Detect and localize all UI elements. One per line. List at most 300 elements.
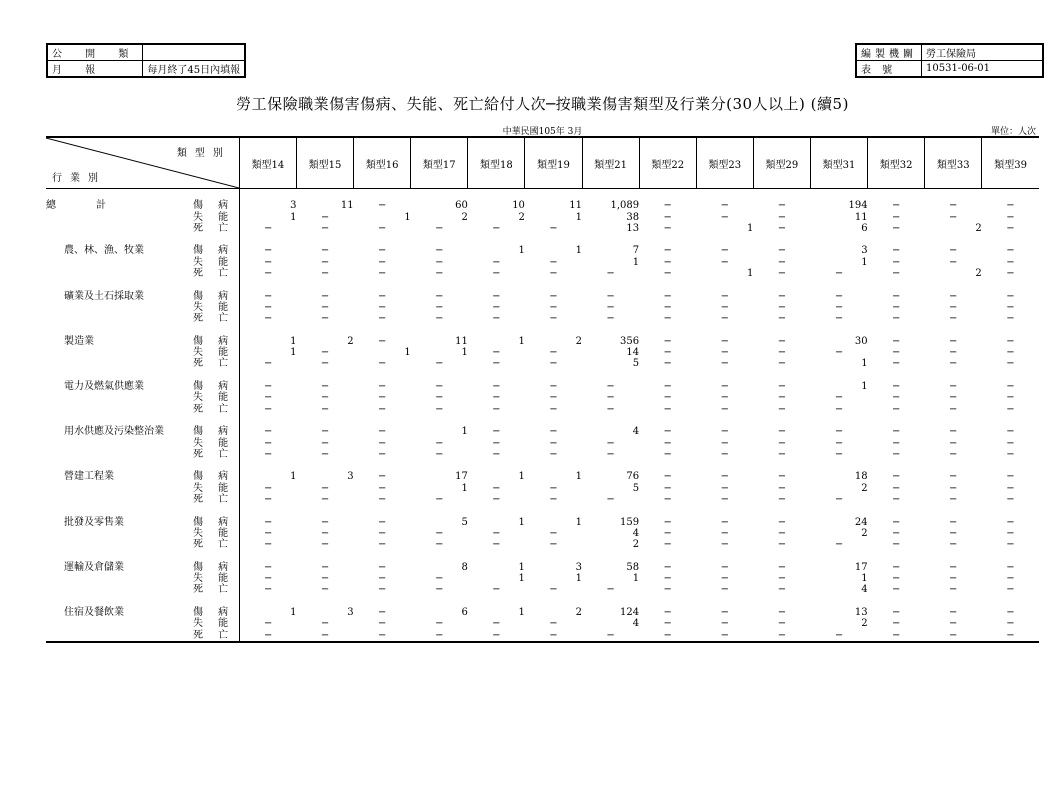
table-cell: −: [720, 606, 729, 618]
table-cell: 1: [290, 335, 297, 347]
table-cell: 1: [290, 211, 297, 223]
table-cell: −: [263, 448, 273, 460]
table-cell: −: [663, 618, 672, 630]
table-cell: −: [320, 313, 330, 325]
table-cell: −: [777, 200, 787, 212]
table-cell: 1: [518, 606, 525, 618]
table-row: [46, 618, 1039, 629]
column-header: 類型32: [868, 137, 925, 189]
table-cell: −: [949, 471, 958, 483]
table-cell: −: [663, 561, 672, 573]
industry-name-empty: [46, 528, 188, 539]
industry-name-empty: [46, 268, 188, 279]
table-row: [46, 584, 1039, 595]
table-cell: 30: [854, 335, 868, 347]
table-cell: −: [949, 516, 958, 528]
table-cell: −: [606, 448, 615, 460]
corner-header: [46, 137, 239, 189]
table-cell: −: [949, 482, 958, 494]
table-cell: −: [320, 482, 330, 494]
spacer-row: [46, 596, 1039, 607]
table-cell: −: [949, 527, 958, 539]
table-cell: 10: [512, 200, 525, 212]
table-cell: −: [606, 313, 615, 325]
table-cell: −: [320, 245, 330, 257]
table-cell: −: [1006, 426, 1015, 438]
table-cell: −: [263, 256, 273, 268]
table-cell: −: [435, 573, 444, 585]
table-cell: −: [663, 256, 672, 268]
table-cell: 13: [854, 606, 868, 618]
table-cell: −: [320, 527, 330, 539]
table-cell: −: [1006, 211, 1015, 223]
table-cell: −: [777, 437, 787, 449]
table-cell: −: [377, 256, 387, 268]
table-cell: −: [777, 539, 787, 551]
table-cell: −: [1006, 301, 1015, 313]
table-cell: −: [720, 471, 729, 483]
table-cell: −: [834, 426, 844, 438]
table-cell: −: [777, 222, 787, 234]
table-cell: −: [663, 573, 672, 585]
table-cell: −: [263, 358, 273, 370]
industry-name: 總 計: [46, 200, 106, 212]
table-row: [46, 517, 1039, 528]
benefit-type-label: 傷 病: [188, 607, 239, 618]
table-cell: −: [891, 245, 901, 257]
table-cell: −: [549, 313, 558, 325]
table-cell: 1: [861, 381, 868, 393]
table-cell: −: [720, 335, 729, 347]
table-cell: −: [891, 448, 901, 460]
table-cell: −: [891, 584, 901, 596]
table-cell: 3: [347, 471, 354, 483]
table-cell: −: [606, 392, 615, 404]
table-cell: 2: [861, 618, 868, 630]
spacer-row: [46, 370, 1039, 381]
benefit-type-label: 失 能: [188, 483, 239, 494]
table-cell: −: [606, 403, 615, 415]
table-cell: −: [549, 584, 558, 596]
table-row: [46, 392, 1039, 403]
table-cell: 4: [632, 618, 640, 630]
table-cell: −: [720, 516, 729, 528]
table-cell: −: [320, 290, 330, 302]
benefit-type-label: 失 能: [188, 573, 239, 584]
benefit-type-label: 傷 病: [188, 381, 239, 392]
table-cell: −: [891, 358, 901, 370]
table-cell: −: [777, 482, 787, 494]
table-cell: −: [549, 301, 558, 313]
table-cell: −: [1006, 618, 1015, 630]
table-row: [46, 494, 1039, 505]
table-row: [46, 302, 1039, 313]
table-cell: −: [263, 392, 273, 404]
table-cell: −: [606, 268, 615, 280]
table-cell: −: [1006, 268, 1015, 280]
table-row: [46, 381, 1039, 392]
table-cell: −: [320, 358, 330, 370]
table-cell: −: [492, 437, 501, 449]
table-cell: −: [663, 381, 672, 393]
table-cell: −: [1006, 539, 1015, 551]
header-agency-label: 編製機關: [856, 44, 922, 61]
table-cell: −: [663, 584, 672, 596]
table-cell: −: [320, 392, 330, 404]
table-cell: −: [720, 573, 729, 585]
table-cell: −: [377, 268, 387, 280]
table-cell: −: [891, 392, 901, 404]
column-header: 類型31: [810, 137, 867, 189]
table-cell: −: [606, 301, 615, 313]
table-cell: −: [663, 358, 672, 370]
table-cell: 24: [854, 516, 868, 528]
table-cell: −: [891, 437, 901, 449]
table-cell: 6: [861, 222, 868, 234]
table-cell: −: [949, 437, 958, 449]
table-cell: −: [435, 584, 444, 596]
table-cell: −: [777, 301, 787, 313]
table-cell: −: [492, 494, 501, 506]
corner-industry-label: 行業別: [52, 173, 106, 184]
table-cell: −: [549, 290, 558, 302]
table-cell: −: [663, 392, 672, 404]
table-cell: 11: [854, 211, 868, 223]
table-cell: 5: [461, 516, 468, 528]
table-cell: −: [377, 471, 387, 483]
table-row: [46, 573, 1039, 584]
column-header: 類型19: [525, 137, 582, 189]
table-cell: −: [263, 539, 273, 551]
table-cell: 13: [626, 222, 640, 234]
table-cell: 1: [746, 268, 754, 280]
table-cell: 2: [861, 527, 868, 539]
benefit-type-label: 死 亡: [188, 630, 239, 642]
table-cell: −: [891, 494, 901, 506]
table-cell: −: [891, 426, 901, 438]
table-cell: −: [263, 573, 273, 585]
table-cell: 5: [632, 358, 640, 370]
table-cell: −: [663, 527, 672, 539]
table-cell: −: [549, 381, 558, 393]
table-cell: −: [777, 268, 787, 280]
table-cell: 1: [290, 606, 297, 618]
industry-name-empty: [46, 313, 188, 324]
table-cell: −: [891, 573, 901, 585]
header-table-number-label: 表 號: [856, 61, 922, 78]
column-header: 類型17: [411, 137, 468, 189]
table-row: [46, 449, 1039, 460]
table-cell: −: [320, 516, 330, 528]
table-cell: −: [263, 561, 273, 573]
industry-name-empty: [46, 438, 188, 449]
table-cell: −: [777, 448, 787, 460]
table-cell: −: [663, 471, 672, 483]
table-cell: −: [663, 482, 672, 494]
table-cell: −: [606, 381, 615, 393]
table-cell: −: [777, 584, 787, 596]
table-cell: −: [320, 573, 330, 585]
table-cell: 2: [975, 268, 982, 280]
table-cell: 5: [632, 482, 640, 494]
table-cell: 1: [518, 516, 525, 528]
table-cell: 2: [518, 211, 525, 223]
table-row: [46, 630, 1039, 642]
table-cell: 1: [518, 573, 525, 585]
table-cell: 11: [340, 200, 354, 212]
table-cell: −: [377, 482, 387, 494]
table-cell: −: [1006, 437, 1015, 449]
table-row: [46, 426, 1039, 437]
industry-name-empty: [46, 483, 188, 494]
table-cell: −: [834, 494, 844, 506]
table-cell: −: [435, 437, 444, 449]
table-cell: −: [777, 211, 787, 223]
table-cell: −: [377, 245, 387, 257]
table-cell: −: [949, 290, 958, 302]
table-cell: 3: [347, 606, 354, 618]
table-cell: −: [720, 437, 729, 449]
table-cell: −: [549, 527, 558, 539]
table-cell: −: [1006, 347, 1015, 359]
table-cell: −: [377, 448, 387, 460]
table-cell: −: [320, 437, 330, 449]
table-cell: −: [320, 301, 330, 313]
table-cell: −: [377, 358, 387, 370]
table-cell: −: [1006, 629, 1015, 641]
table-cell: −: [834, 301, 844, 313]
table-cell: −: [263, 437, 273, 449]
table-cell: −: [263, 426, 273, 438]
table-cell: −: [263, 516, 273, 528]
table-cell: −: [777, 392, 787, 404]
table-cell: −: [377, 539, 387, 551]
table-cell: −: [435, 245, 444, 257]
table-cell: 1: [861, 573, 868, 585]
table-cell: −: [777, 347, 787, 359]
table-cell: −: [949, 573, 958, 585]
benefit-type-label: 死 亡: [188, 404, 239, 415]
industry-name-empty: [46, 302, 188, 313]
table-cell: −: [263, 313, 273, 325]
table-cell: −: [320, 381, 330, 393]
table-row: [46, 404, 1039, 415]
table-cell: −: [435, 256, 444, 268]
table-cell: −: [891, 200, 901, 212]
table-cell: −: [891, 301, 901, 313]
table-row: [46, 471, 1039, 482]
table-cell: −: [777, 471, 787, 483]
table-cell: −: [1006, 561, 1015, 573]
benefit-type-label: 失 能: [188, 302, 239, 313]
table-cell: −: [949, 358, 958, 370]
table-cell: −: [949, 629, 958, 641]
industry-name-empty: [46, 404, 188, 415]
table-cell: −: [263, 290, 273, 302]
table-cell: −: [1006, 290, 1015, 302]
table-cell: −: [492, 618, 501, 630]
table-cell: 1: [290, 471, 297, 483]
table-cell: 3: [861, 245, 868, 257]
table-cell: 2: [347, 335, 354, 347]
benefit-type-label: 死 亡: [188, 494, 239, 505]
column-header: 類型14: [239, 137, 296, 189]
table-cell: −: [1006, 448, 1015, 460]
table-cell: −: [663, 211, 672, 223]
table-cell: −: [263, 618, 273, 630]
industry-name: 批發及零售業: [64, 516, 124, 528]
table-cell: −: [720, 392, 729, 404]
table-cell: −: [492, 256, 501, 268]
table-cell: 2: [575, 335, 583, 347]
table-cell: −: [263, 268, 273, 280]
table-cell: −: [891, 516, 901, 528]
table-row: [46, 245, 1039, 256]
table-cell: −: [549, 539, 558, 551]
table-cell: −: [320, 426, 330, 438]
table-cell: −: [777, 313, 787, 325]
table-cell: −: [663, 426, 672, 438]
table-cell: −: [949, 392, 958, 404]
industry-name-empty: [46, 358, 188, 369]
table-cell: −: [663, 629, 672, 641]
table-cell: −: [1006, 313, 1015, 325]
table-cell: −: [949, 448, 958, 460]
table-cell: −: [320, 403, 330, 415]
table-cell: −: [891, 539, 901, 551]
table-cell: −: [720, 494, 729, 506]
table-cell: −: [777, 527, 787, 539]
table-cell: 2: [975, 222, 982, 234]
table-cell: −: [377, 392, 387, 404]
header-classification-value: [143, 44, 245, 61]
table-cell: 1: [290, 347, 297, 359]
table-cell: −: [492, 392, 501, 404]
table-cell: −: [492, 426, 501, 438]
table-cell: −: [492, 381, 501, 393]
table-cell: −: [263, 482, 273, 494]
table-cell: −: [663, 313, 672, 325]
benefit-type-label: 死 亡: [188, 584, 239, 595]
table-cell: −: [320, 448, 330, 460]
table-cell: −: [549, 426, 558, 438]
table-cell: −: [777, 426, 787, 438]
table-cell: −: [492, 290, 501, 302]
table-cell: −: [720, 301, 729, 313]
table-cell: 1: [746, 222, 754, 234]
table-cell: −: [435, 629, 444, 641]
table-cell: −: [320, 618, 330, 630]
header-right-table: [855, 43, 1044, 78]
benefit-type-label: 死 亡: [188, 539, 239, 550]
table-cell: −: [320, 347, 330, 359]
table-cell: 4: [632, 527, 640, 539]
table-cell: −: [891, 482, 901, 494]
column-header: 類型33: [925, 137, 982, 189]
table-cell: −: [720, 561, 729, 573]
table-cell: −: [1006, 527, 1015, 539]
table-cell: −: [949, 494, 958, 506]
column-header: 類型23: [696, 137, 753, 189]
table-cell: 1: [575, 245, 583, 257]
table-cell: −: [949, 200, 958, 212]
table-cell: −: [663, 347, 672, 359]
table-cell: −: [549, 629, 558, 641]
table-cell: −: [492, 403, 501, 415]
table-cell: −: [834, 403, 844, 415]
table-cell: −: [949, 539, 958, 551]
table-cell: 1: [404, 347, 411, 359]
table-cell: −: [435, 381, 444, 393]
industry-name: 營建工程業: [64, 471, 114, 483]
table-cell: −: [549, 392, 558, 404]
benefit-type-label: 失 能: [188, 528, 239, 539]
industry-name-empty: [46, 212, 188, 223]
table-cell: −: [606, 290, 615, 302]
table-cell: −: [891, 606, 901, 618]
table-cell: −: [549, 222, 558, 234]
table-cell: 159: [620, 516, 640, 528]
table-cell: −: [435, 222, 444, 234]
table-row: [46, 268, 1039, 279]
industry-name-empty: [46, 449, 188, 460]
table-cell: −: [663, 494, 672, 506]
benefit-type-label: 傷 病: [188, 562, 239, 573]
table-cell: −: [492, 584, 501, 596]
table-row: [46, 212, 1039, 223]
spacer-row: [46, 325, 1039, 336]
table-cell: −: [549, 494, 558, 506]
spacer-row: [46, 505, 1039, 516]
spacer-row: [46, 460, 1039, 471]
table-cell: −: [949, 335, 958, 347]
unit-label: 單位：人次: [990, 127, 1036, 137]
table-cell: −: [720, 629, 729, 641]
table-cell: −: [377, 222, 387, 234]
report-date: 中華民國105年 3月: [502, 127, 583, 137]
table-row: [46, 257, 1039, 268]
table-cell: −: [720, 313, 729, 325]
table-cell: −: [320, 256, 330, 268]
table-cell: −: [549, 482, 558, 494]
table-cell: 1: [861, 256, 868, 268]
table-cell: −: [720, 403, 729, 415]
table-cell: −: [492, 358, 501, 370]
industry-name-empty: [46, 494, 188, 505]
table-cell: −: [1006, 245, 1015, 257]
table-cell: 1: [575, 211, 583, 223]
table-cell: −: [435, 301, 444, 313]
table-cell: −: [1006, 335, 1015, 347]
table-cell: −: [834, 290, 844, 302]
table-cell: −: [263, 245, 273, 257]
spacer-row: [46, 234, 1039, 245]
table-cell: −: [320, 584, 330, 596]
column-header: 類型15: [296, 137, 353, 189]
table-cell: 1: [575, 573, 583, 585]
table-cell: −: [377, 629, 387, 641]
table-cell: −: [377, 301, 387, 313]
table-cell: −: [891, 403, 901, 415]
industry-name-empty: [46, 347, 188, 358]
benefit-type-label: 傷 病: [188, 245, 239, 256]
table-cell: −: [891, 256, 901, 268]
table-cell: 14: [626, 347, 640, 359]
table-cell: 38: [626, 211, 640, 223]
table-cell: 1: [518, 335, 525, 347]
table-cell: −: [891, 347, 901, 359]
table-cell: −: [720, 245, 729, 257]
